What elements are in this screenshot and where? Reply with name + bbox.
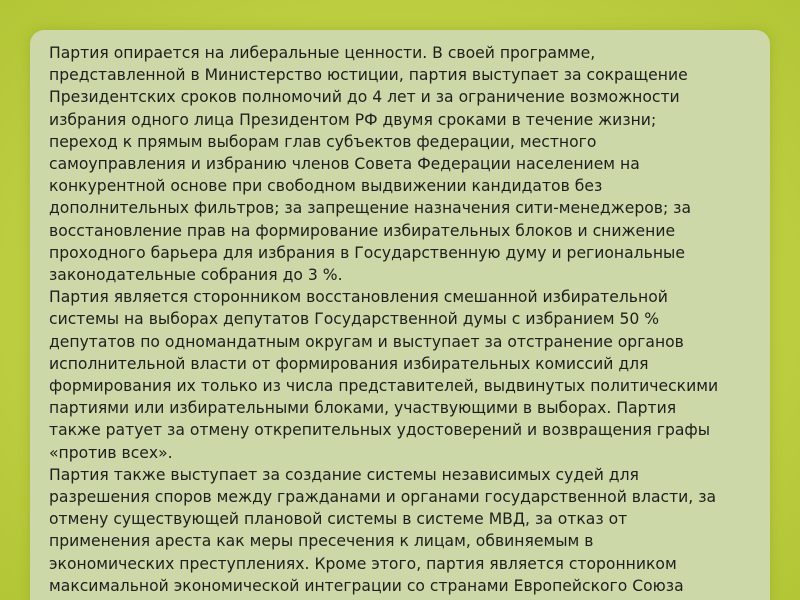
text-line: депутатов по одномандатным округам и выступает за отстранение органов (49, 332, 684, 351)
text-line: разрешения споров между гражданами и органами государственной власти, за (49, 488, 717, 507)
text-line: исполнительной власти от формирования избирательных комиссий для (49, 354, 649, 373)
text-line: Партия является сторонником восстановления смешанной избирательной (49, 288, 668, 307)
text-line: Партия также выступает за создание системы независимых судей для (49, 465, 639, 484)
text-line: законодательные собрания до 3 %. (49, 266, 343, 285)
text-line: «против всех». (49, 443, 173, 462)
text-line: партиями или избирательными блоками, участвующими в выборах. Партия (49, 399, 677, 418)
text-line: дополнительных фильтров; за запрещение назначения сити-менеджеров; за (49, 199, 692, 218)
content-panel (30, 30, 770, 600)
text-line: Президентских сроков полномочий до 4 лет и за ограничение возможности (49, 88, 680, 107)
text-line: применения ареста как меры пресечения к лицам, обвиняемым в (49, 532, 594, 551)
text-line: переход к прямым выборам глав субъектов федерации, местного (49, 132, 597, 151)
text-line: экономических преступлениях. Кроме этого, партия является сторонником (49, 554, 677, 573)
text-line: также ратует за отмену открепительных удостоверений и возвращения графы (49, 421, 711, 440)
text-line: конкурентной основе при свободном выдвижении кандидатов без (49, 177, 603, 196)
text-line: Партия опирается на либеральные ценности. В своей программе, (49, 44, 596, 62)
slide-body-text (49, 42, 754, 597)
text-line: системы на выборах депутатов Государственной думы с избранием 50 % (49, 310, 660, 329)
text-line: проходного барьера для избрания в Государственную думу и региональные (49, 243, 685, 262)
text-line: формирования их только из числа представителей, выдвинутых политическими (49, 377, 719, 396)
text-line: избрания одного лица Президентом РФ двумя сроками в течение жизни; (49, 110, 657, 129)
text-line: отмену существующей плановой системы в системе МВД, за отказ от (49, 510, 628, 529)
text-line: самоуправления и избранию членов Совета Федерации населением на (49, 155, 640, 174)
text-line: представленной в Министерство юстиции, партия выступает за сокращение (49, 66, 688, 85)
text-line: максимальной экономической интеграции со странами Европейского Союза (49, 576, 684, 595)
text-line: восстановление прав на формирование избирательных блоков и снижение (49, 221, 676, 240)
